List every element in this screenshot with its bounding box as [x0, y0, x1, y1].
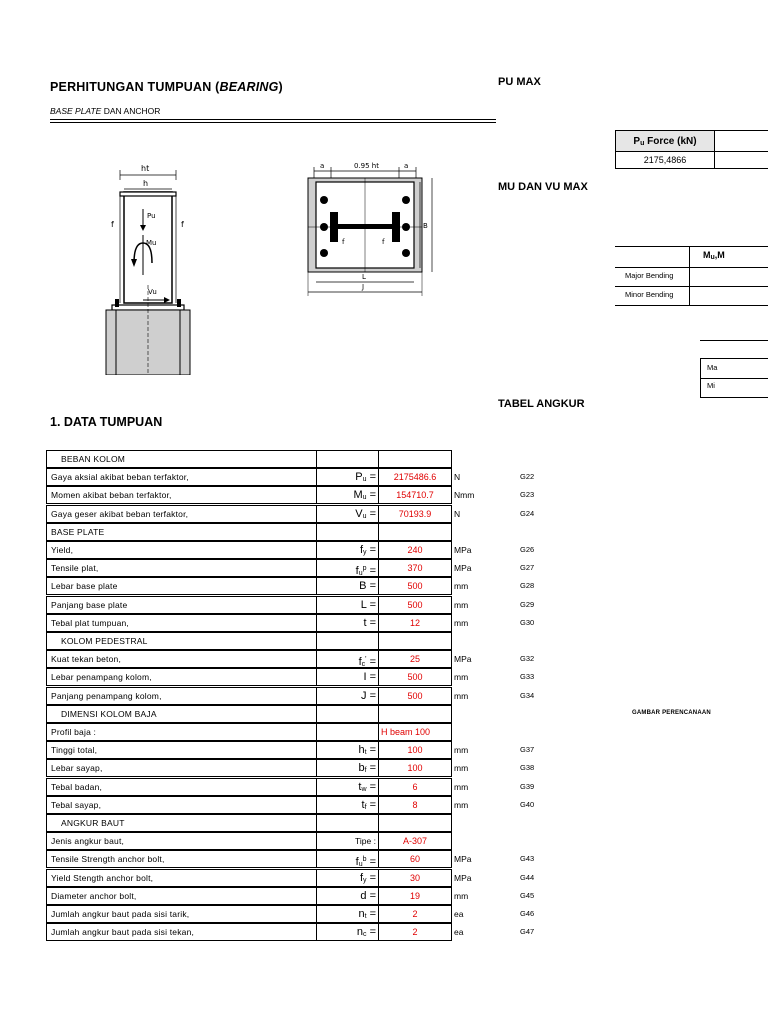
- row-unit: MPa: [454, 654, 472, 665]
- table-row: [46, 796, 766, 814]
- base-plate-plan-diagram: [304, 158, 450, 304]
- row-value: [378, 705, 452, 723]
- row-symbol: fy =: [316, 869, 378, 887]
- row-symbol: J =: [316, 687, 378, 705]
- row-label: Tebal badan,: [46, 778, 316, 796]
- page-subtitle: BASE PLATE DAN ANCHOR: [50, 106, 161, 116]
- row-value[interactable]: 100: [378, 741, 452, 759]
- row-cell-ref: G43: [520, 854, 535, 864]
- row-symbol: B =: [316, 577, 378, 595]
- table-section-header: [46, 450, 766, 468]
- row-symbol: nt =: [316, 905, 378, 923]
- ma-mi-rule-1: [700, 340, 768, 341]
- page-title: PERHITUNGAN TUMPUAN (BEARING): [50, 80, 283, 94]
- row-label: Jumlah angkur baut pada sisi tarik,: [46, 905, 316, 923]
- row-value[interactable]: 500: [378, 668, 452, 686]
- row-unit: mm: [454, 599, 469, 610]
- a-right-label: a: [404, 162, 409, 170]
- row-symbol: Mu =: [316, 486, 378, 504]
- row-label: Jenis angkur baut,: [46, 832, 316, 850]
- ma-mi-table: [700, 340, 768, 398]
- table-row: [46, 923, 766, 941]
- row-label: Panjang base plate: [46, 596, 316, 614]
- table-row: [46, 486, 766, 504]
- row-unit: MPa: [454, 872, 472, 883]
- row-unit: mm: [454, 690, 469, 701]
- title-rule-top: [50, 119, 496, 120]
- ma-mi-rule-4: [700, 397, 768, 398]
- pu-force-value-blank: [715, 152, 768, 169]
- mu-vu-table: [615, 246, 768, 306]
- row-value[interactable]: H beam 100: [378, 723, 452, 741]
- table-row: [46, 650, 766, 668]
- row-value[interactable]: 30: [378, 869, 452, 887]
- row-value[interactable]: 60: [378, 850, 452, 868]
- row-value: [378, 632, 452, 650]
- row-label: Lebar penampang kolom,: [46, 668, 316, 686]
- f-left-label: f: [111, 220, 114, 229]
- row-value[interactable]: 2: [378, 905, 452, 923]
- ht-label: ht: [141, 164, 150, 173]
- mu-col-header: Mu,M: [703, 250, 725, 261]
- row-cell-ref: G45: [520, 890, 535, 900]
- mi-label: Mi: [707, 381, 715, 390]
- l-label: L: [362, 273, 366, 281]
- row-symbol: Tipe :: [316, 832, 378, 850]
- row-label: KOLOM PEDESTRAL: [46, 632, 316, 650]
- table-row: [46, 832, 766, 850]
- row-unit: mm: [454, 763, 469, 774]
- row-label: BEBAN KOLOM: [46, 450, 316, 468]
- row-cell-ref: G30: [520, 617, 535, 627]
- title-rule-bottom: [50, 122, 496, 123]
- ma-mi-rule-2: [700, 358, 768, 359]
- table-row: [46, 723, 766, 741]
- ma-mi-rule-3: [700, 378, 768, 379]
- row-value: [378, 814, 452, 832]
- row-label: BASE PLATE: [46, 523, 316, 541]
- row-symbol: [316, 705, 378, 723]
- row-label: Tebal sayap,: [46, 796, 316, 814]
- section-1-title: 1. DATA TUMPUAN: [50, 415, 163, 429]
- row-unit: mm: [454, 617, 469, 628]
- row-symbol: d =: [316, 887, 378, 905]
- row-cell-ref: G29: [520, 599, 535, 609]
- row-symbol: [316, 723, 378, 741]
- table-row: [46, 887, 766, 905]
- row-unit: mm: [454, 890, 469, 901]
- row-value[interactable]: 500: [378, 577, 452, 595]
- pu-force-value: 2175,4866: [615, 152, 715, 169]
- row-symbol: L =: [316, 596, 378, 614]
- table-row: [46, 850, 766, 868]
- table-row: [46, 741, 766, 759]
- ma-label: Ma: [707, 363, 718, 372]
- row-value[interactable]: 2175486.6: [378, 468, 452, 486]
- row-value[interactable]: 500: [378, 596, 452, 614]
- tabel-angkur-heading: TABEL ANGKUR: [498, 398, 585, 410]
- row-cell-ref: G47: [520, 927, 535, 937]
- major-bending-label: Major Bending: [625, 271, 674, 280]
- row-value[interactable]: 8: [378, 796, 452, 814]
- row-symbol: [316, 523, 378, 541]
- table-section-header: [46, 523, 766, 541]
- row-cell-ref: G32: [520, 654, 535, 664]
- row-label: Jumlah angkur baut pada sisi tekan,: [46, 923, 316, 941]
- row-value[interactable]: A-307: [378, 832, 452, 850]
- table-row: [46, 905, 766, 923]
- pu-force-header: Pu Force (kN): [615, 130, 715, 152]
- row-label: DIMENSI KOLOM BAJA: [46, 705, 316, 723]
- row-unit: mm: [454, 672, 469, 683]
- row-value[interactable]: 19: [378, 887, 452, 905]
- row-cell-ref: G38: [520, 763, 535, 773]
- mu-vu-header-row: [615, 246, 768, 267]
- row-symbol: fy =: [316, 541, 378, 559]
- row-symbol: ht =: [316, 741, 378, 759]
- table-section-header: [46, 632, 766, 650]
- b-label: B: [423, 222, 428, 230]
- row-unit: MPa: [454, 854, 472, 865]
- h-label: h: [143, 179, 149, 188]
- row-unit: Nmm: [454, 490, 475, 501]
- row-value[interactable]: 100: [378, 759, 452, 777]
- row-symbol: [316, 450, 378, 468]
- minor-bending-label: Minor Bending: [625, 290, 674, 299]
- table-row: [46, 687, 766, 705]
- row-label: Tinggi total,: [46, 741, 316, 759]
- row-label: Tensile plat,: [46, 559, 316, 577]
- row-label: Yield,: [46, 541, 316, 559]
- table-section-header: [46, 705, 766, 723]
- table-row: [46, 505, 766, 523]
- row-value[interactable]: 12: [378, 614, 452, 632]
- table-row: [46, 541, 766, 559]
- row-value[interactable]: 6: [378, 778, 452, 796]
- row-value[interactable]: 70193.9: [378, 505, 452, 523]
- f-right-plan-label: f: [382, 238, 385, 246]
- table-section-header: [46, 814, 766, 832]
- j-label: J: [362, 283, 365, 291]
- row-cell-ref: G24: [520, 508, 535, 518]
- row-symbol: fc' =: [316, 650, 378, 668]
- row-value[interactable]: 25: [378, 650, 452, 668]
- row-unit: mm: [454, 581, 469, 592]
- row-label: Profil baja :: [46, 723, 316, 741]
- row-unit: mm: [454, 745, 469, 756]
- row-symbol: [316, 814, 378, 832]
- mu-vu-max-heading: MU DAN VU MAX: [498, 181, 588, 193]
- row-unit: N: [454, 472, 461, 483]
- table-row: [46, 778, 766, 796]
- table-row: [46, 468, 766, 486]
- row-cell-ref: G40: [520, 799, 535, 809]
- row-unit: mm: [454, 799, 469, 810]
- row-label: Kuat tekan beton,: [46, 650, 316, 668]
- row-label: Tensile Strength anchor bolt,: [46, 850, 316, 868]
- table-row: [46, 668, 766, 686]
- row-symbol: tw =: [316, 778, 378, 796]
- table-row: [46, 596, 766, 614]
- a-left-label: a: [320, 162, 325, 170]
- row-label: Panjang penampang kolom,: [46, 687, 316, 705]
- row-cell-ref: G46: [520, 909, 535, 918]
- row-value: [378, 523, 452, 541]
- row-symbol: [316, 632, 378, 650]
- row-cell-ref: G33: [520, 672, 535, 682]
- row-symbol: I =: [316, 668, 378, 686]
- row-cell-ref: G26: [520, 545, 535, 554]
- row-unit: MPa: [454, 563, 472, 574]
- row-unit: ea: [454, 927, 464, 938]
- row-value[interactable]: 370: [378, 559, 452, 577]
- row-value[interactable]: 240: [378, 541, 452, 559]
- f-left-plan-label: f: [342, 238, 345, 246]
- table-row: [46, 759, 766, 777]
- row-label: Tebal plat tumpuan,: [46, 614, 316, 632]
- table-row: [46, 559, 766, 577]
- row-symbol: nc =: [316, 923, 378, 941]
- row-symbol: $fu^b$ =: [316, 850, 378, 868]
- row-label: ANGKUR BAUT: [46, 814, 316, 832]
- table-row: [46, 614, 766, 632]
- table-row: [46, 869, 766, 887]
- row-label: Gaya geser akibat beban terfaktor,: [46, 505, 316, 523]
- row-cell-ref: G23: [520, 490, 535, 500]
- row-symbol: Pu =: [316, 468, 378, 486]
- row-value: [378, 450, 452, 468]
- pu-label: Pu: [147, 212, 156, 220]
- row-label: Lebar sayap,: [46, 759, 316, 777]
- row-cell-ref: G27: [520, 563, 535, 573]
- dim-095-label: 0.95 ht: [354, 162, 379, 170]
- pu-force-table: [615, 130, 768, 170]
- row-label: Yield Stength anchor bolt,: [46, 869, 316, 887]
- pu-force-header-blank: [715, 130, 768, 152]
- row-cell-ref: G22: [520, 472, 535, 482]
- row-value[interactable]: 2: [378, 923, 452, 941]
- column-elevation-diagram: [96, 155, 206, 375]
- row-value[interactable]: 500: [378, 687, 452, 705]
- row-label: Diameter anchor bolt,: [46, 887, 316, 905]
- row-unit: N: [454, 508, 461, 519]
- row-cell-ref: G34: [520, 690, 535, 700]
- row-label: Momen akibat beban terfaktor,: [46, 486, 316, 504]
- row-symbol: bf =: [316, 759, 378, 777]
- row-label: Lebar base plate: [46, 577, 316, 595]
- row-symbol: tf =: [316, 796, 378, 814]
- row-symbol: Vu =: [316, 505, 378, 523]
- row-unit: mm: [454, 781, 469, 792]
- row-symbol: $fu^p$ =: [316, 559, 378, 577]
- table-row: [46, 577, 766, 595]
- vu-label: Vu: [148, 288, 157, 296]
- f-right-label: f: [181, 220, 184, 229]
- row-label: Gaya aksial akibat beban terfaktor,: [46, 468, 316, 486]
- row-unit: ea: [454, 909, 464, 919]
- row-cell-ref: G37: [520, 745, 535, 755]
- row-cell-ref: G39: [520, 781, 535, 791]
- pu-max-heading: PU MAX: [498, 76, 541, 88]
- row-symbol: t =: [316, 614, 378, 632]
- gambar-perencanaan-label: GAMBAR PERENCANAAN: [632, 710, 711, 716]
- mu-label: Mu: [146, 239, 157, 247]
- row-unit: MPa: [454, 545, 472, 555]
- row-cell-ref: G28: [520, 581, 535, 591]
- row-cell-ref: G44: [520, 872, 535, 882]
- row-value[interactable]: 154710.7: [378, 486, 452, 504]
